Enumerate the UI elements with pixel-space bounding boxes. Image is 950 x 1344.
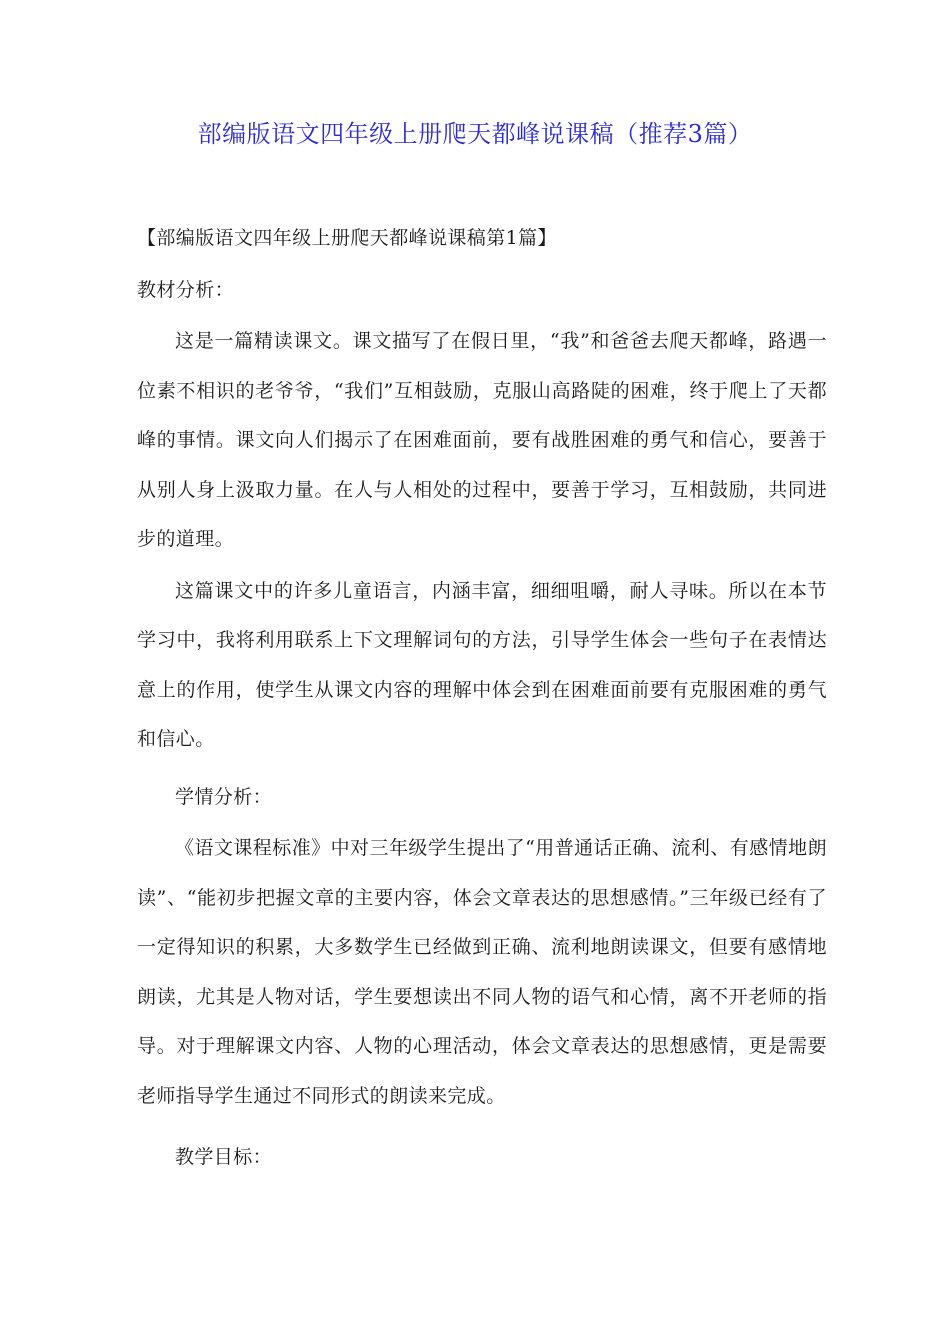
material-analysis-heading: 教材分析：	[137, 278, 235, 301]
document-body	[137, 214, 827, 1183]
document-title: 部编版语文四年级上册爬天都峰说课稿（推荐3篇）	[197, 120, 753, 148]
paragraph-student-analysis: 《语文课程标准》中对三年级学生提出了“用普通话正确、流利、有感情地朗读”、“能初步把握文章的主要内容，体会文章表达的思想感情。”三年级已经有了一定得知识的积累，大多数学生已经做到正确、流利地朗读课文，但要有感情地朗读，尤其是人物对话，学生要想读出不同人物的语气和心情，离不开老师的指导。对于理解课文内容、人物的心理活动，体会文章表达的思想感情，更是需要老师指导学生通过不同形式的朗读来完成。	[137, 837, 827, 1107]
paragraph-language-features: 这篇课文中的许多儿童语言，内涵丰富，细细咀嚼，耐人寻味。所以在本节学习中，我将利用联系上下文理解词句的方法，引导学生体会一些句子在表情达意上的作用，使学生从课文内容的理解中体会到在困难面前要有克服困难的勇气和信心。	[137, 579, 827, 750]
student-analysis-heading: 学情分析：	[175, 785, 273, 808]
paragraph-material-analysis: 这是一篇精读课文。课文描写了在假日里，“我”和爸爸去爬天都峰，路遇一位素不相识的老爷爷，“我们”互相鼓励，克服山高路陡的困难，终于爬上了天都峰的事情。课文向人们揭示了在困难面前，要有战胜困难的勇气和信心，要善于从别人身上汲取力量。在人与人相处的过程中，要善于学习，互相鼓励，共同进步的道理。	[137, 330, 827, 550]
teaching-goals-heading: 教学目标：	[175, 1146, 273, 1168]
section-heading: 【部编版语文四年级上册爬天都峰说课稿第1篇】	[137, 227, 557, 249]
